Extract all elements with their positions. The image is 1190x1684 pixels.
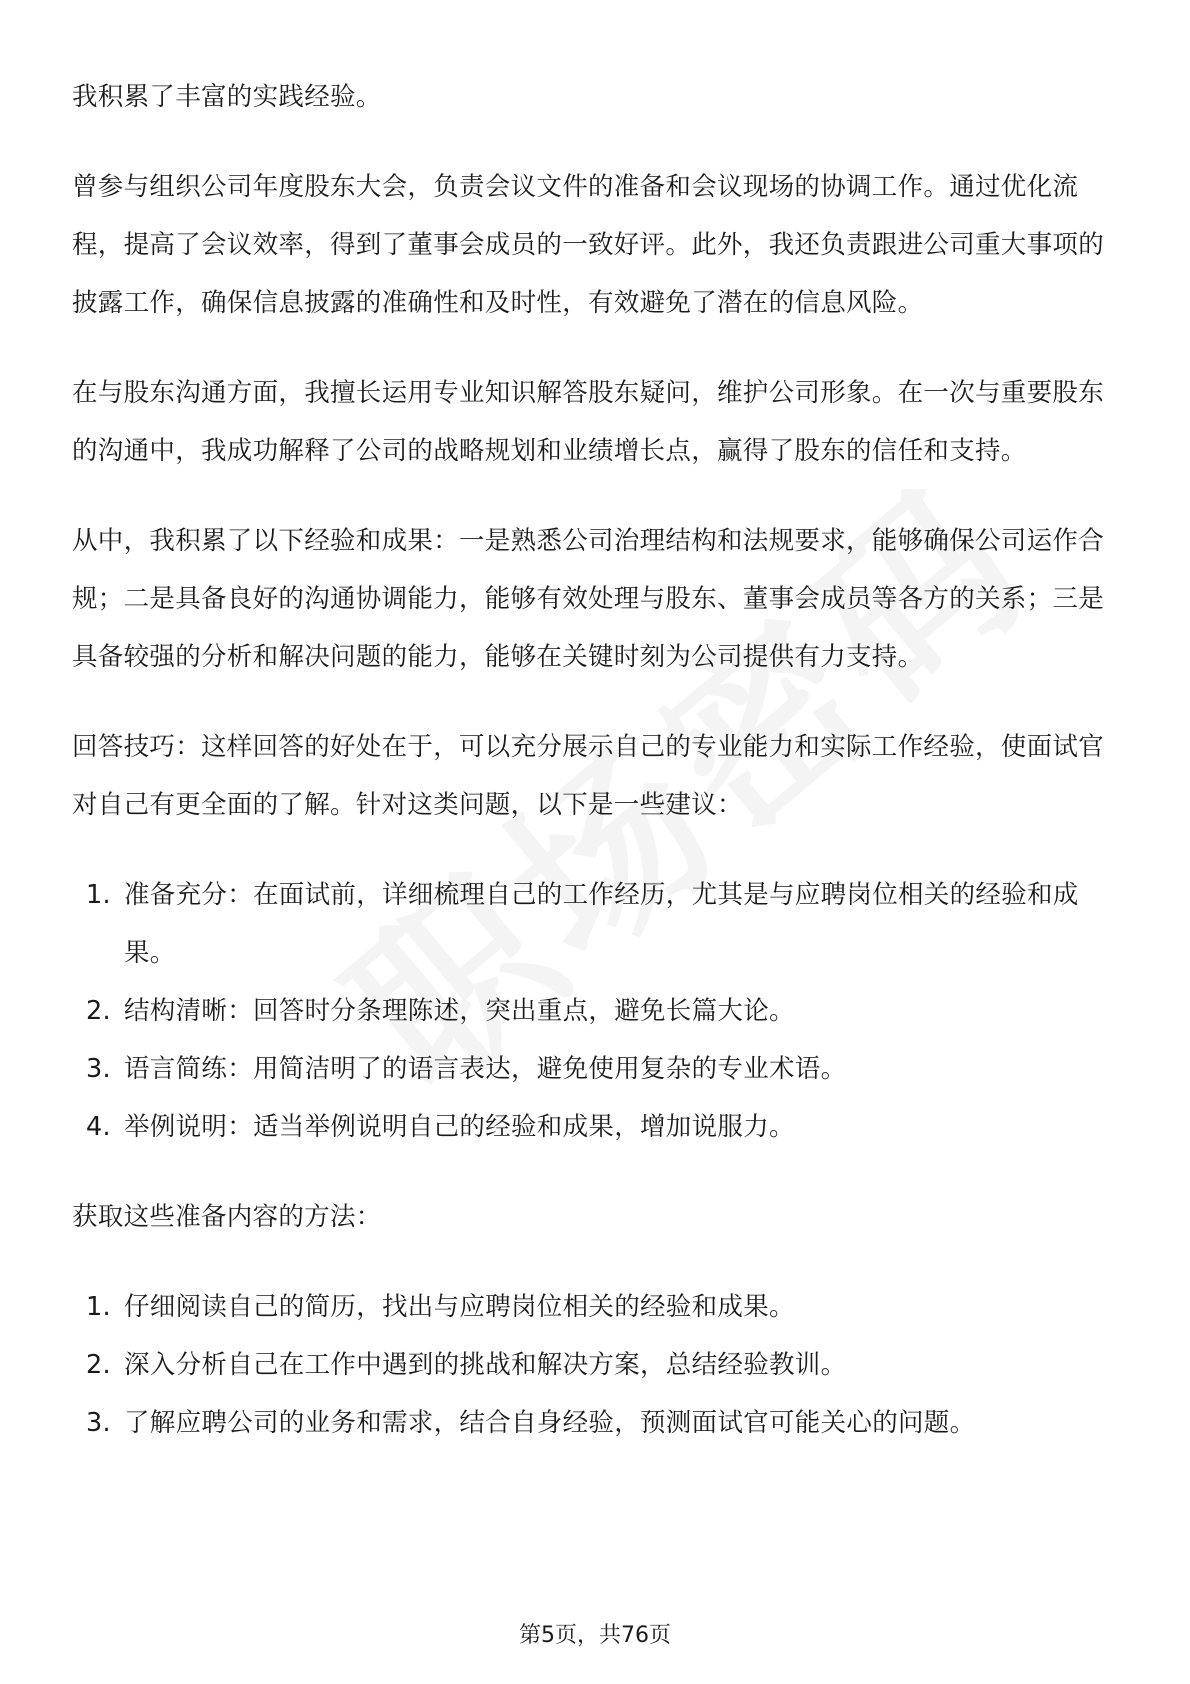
list-item-text: 准备充分：在面试前，详细梳理自己的工作经历，尤其是与应聘岗位相关的经验和成果。 [124, 880, 1079, 968]
page-number-footer: 第5页，共76页 [519, 1623, 671, 1648]
list-item-text: 仔细阅读自己的简历，找出与应聘岗位相关的经验和成果。 [124, 1292, 795, 1322]
list-item-number: 1. [86, 880, 111, 910]
list-item-text: 深入分析自己在工作中遇到的挑战和解决方案，总结经验教训。 [124, 1350, 847, 1380]
list-item [72, 1336, 1122, 1394]
list-item [72, 1394, 1122, 1452]
list-item-number: 2. [86, 996, 111, 1026]
paragraph-shareholder-meeting: 曾参与组织公司年度股东大会，负责会议文件的准备和会议现场的协调工作。通过优化流程，提高了会议效率，得到了董事会成员的一致好评。此外，我还负责跟进公司重大事项的披露工作，确保信息披露的准确性和及时性，有效避免了潜在的信息风险。 [72, 172, 1105, 318]
list-item-number: 3. [86, 1054, 111, 1084]
list-item-text: 举例说明：适当举例说明自己的经验和成果，增加说服力。 [124, 1112, 795, 1142]
list-item [72, 866, 1122, 982]
paragraph-answer-tips: 回答技巧：这样回答的好处在于，可以充分展示自己的专业能力和实际工作经验，使面试官对自己有更全面的了解。针对这类问题，以下是一些建议： [72, 732, 1105, 820]
page-content [72, 68, 1122, 1484]
list-item-text: 语言简练：用简洁明了的语言表达，避免使用复杂的专业术语。 [124, 1054, 847, 1084]
list-item [72, 982, 1122, 1040]
paragraph-intro: 我积累了丰富的实践经验。 [72, 82, 382, 112]
paragraph-shareholder-communication: 在与股东沟通方面，我擅长运用专业知识解答股东疑问，维护公司形象。在一次与重要股东的沟通中，我成功解释了公司的战略规划和业绩增长点，赢得了股东的信任和支持。 [72, 378, 1105, 466]
list-item [72, 1098, 1122, 1156]
methods-heading: 获取这些准备内容的方法： [72, 1202, 382, 1232]
list-item [72, 1278, 1122, 1336]
list-item-number: 2. [86, 1350, 111, 1380]
paragraph-experience-results: 从中，我积累了以下经验和成果：一是熟悉公司治理结构和法规要求，能够确保公司运作合规；二是具备良好的沟通协调能力，能够有效处理与股东、董事会成员等各方的关系；三是具备较强的分析和解决问题的能力，能够在关键时刻为公司提供有力支持。 [72, 526, 1105, 672]
list-item-text: 结构清晰：回答时分条理陈述，突出重点，避免长篇大论。 [124, 996, 795, 1026]
list-item-number: 4. [86, 1112, 111, 1142]
tips-list [72, 866, 1122, 1156]
methods-list [72, 1278, 1122, 1452]
list-item-number: 3. [86, 1408, 111, 1438]
list-item-number: 1. [86, 1292, 111, 1322]
list-item [72, 1040, 1122, 1098]
list-item-text: 了解应聘公司的业务和需求，结合自身经验，预测面试官可能关心的问题。 [124, 1408, 976, 1438]
